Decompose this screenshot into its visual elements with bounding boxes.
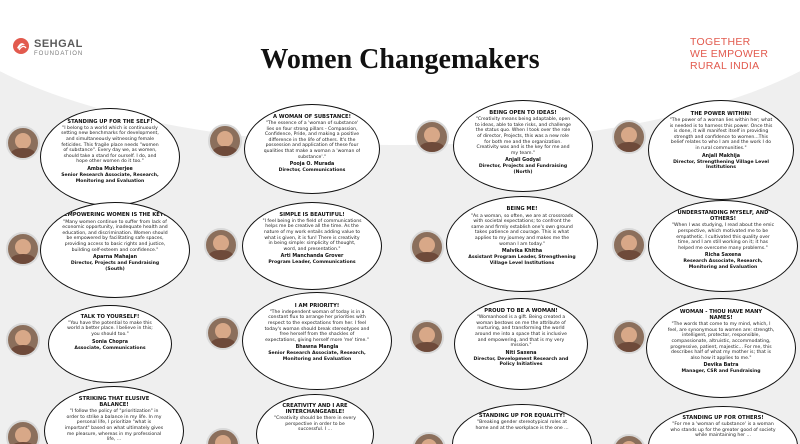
profile-photo (208, 124, 242, 158)
card-heading: WOMAN - THOU HAVE MANY NAMES! (679, 308, 763, 321)
quote-bubble (40, 202, 190, 298)
card-role: Director, Strengthening Village Level Institutions (673, 159, 769, 171)
card-heading: STANDING UP FOR OTHERS! (682, 414, 764, 421)
quote-bubble (40, 108, 180, 206)
card-quote: "For me a 'woman of substance' is a woman who stands up for the greater good of society while maintaining her ... (670, 422, 776, 439)
card-quote: "I follow the policy of "prioritization" in order to strike a balance in my life. In my personal life, I prioritize "what is important" based on what ultimately gives me pleasure, whereas in my professional life, ... (64, 409, 164, 443)
card-heading: A WOMAN OF SUBSTANCE! (273, 113, 351, 120)
card-role: Research Associate, Research, Monitoring and Evaluation (683, 259, 763, 270)
quote-bubble (244, 104, 380, 194)
card-heading: STANDING UP FOR THE SELF! (67, 118, 153, 125)
card-heading: TALK TO YOURSELF! (80, 313, 140, 320)
card-quote: "I belong to a world which is continuously setting new benchmarks for development, and simultaneously witnessing female feticides. This fragile place needs "women of substance". Every day we, as women, should take a stand for ourself. I do, and hope other women do it too." (61, 125, 159, 165)
card-role: Senior Research Associate, Research, Monitoring and Evaluation (268, 351, 366, 362)
tagline-line-1: TOGETHER (690, 36, 751, 48)
card-role: Director, Projects and Fundraising (North) (478, 164, 568, 175)
card-heading: UNDERSTANDING MYSELF, AND OTHERS! (677, 210, 769, 223)
card-quote: "Creativity means being adaptable, open to ideas, able to take risks, and challenge the status quo. When I took over the role of director, Projects, this was a new role for both me and the organization. Creativity was and is the key for me and my team." (475, 117, 571, 156)
profile-photo (204, 228, 238, 262)
card-name: Aparna Mahajan (92, 255, 138, 261)
card-heading: PROUD TO BE A WOMAN! (484, 308, 558, 314)
card-role: Associate, Communications (74, 345, 146, 351)
card-name: Anjali Godyal (505, 158, 541, 164)
quote-bubble (242, 202, 382, 290)
card-heading: THE POWER WITHIN! (690, 110, 752, 117)
card-name: Malvika Khitha (501, 249, 543, 255)
card-role: Director, Projects and Fundraising (South) (70, 261, 160, 272)
tagline-line-3: RURAL INDIA (690, 60, 760, 72)
card-role: Program Leader, Communications (268, 260, 356, 266)
card-role: Senior Research Associate, Research, Monitoring and Evaluation (61, 172, 159, 184)
profile-photo (206, 316, 240, 350)
profile-photo (415, 120, 449, 154)
card-name: Richa Saxena (704, 253, 742, 259)
card-role: Director, Development Research and Policy Initiatives (473, 356, 569, 368)
card-quote: "When I was studying, I read about the emic perspective, which motivated me to be empathetic. I cultivated this quality over time, and I am still working on it; it has helped me overcome many problems." (671, 223, 775, 251)
card-role: Assistant Program Leader, Strengthening Village Level Institutions (468, 255, 576, 266)
card-heading: STRIKING THAT ELUSIVE BALANCE! (78, 395, 150, 408)
card-name: Sonia Chopra (92, 339, 128, 345)
card-quote: "Many women continue to suffer from lack of economic opportunity, inadequate health and education, and discrimination. Women should be empowered by facilitating safe spaces, providing access to basic rights and justice, building self-esteem and confidence." (62, 219, 168, 253)
card-heading: EMPOWERING WOMEN IS THE KEY! (64, 212, 166, 219)
card-heading: BEING OPEN TO IDEAS! (489, 110, 557, 116)
card-name: Arti Manchanda Grover (280, 254, 344, 260)
card-heading: BEING ME! (506, 206, 538, 213)
brand-sub: FOUNDATION (34, 51, 84, 57)
quote-bubble (453, 100, 593, 192)
quote-bubble (454, 298, 588, 390)
quote-bubble (648, 200, 798, 292)
card-heading: CREATIVITY AND I ARE INTERCHANGEABLE! (282, 402, 348, 415)
card-role: Manager, CSR and Fundraising (681, 369, 761, 375)
profile-photo (612, 320, 646, 354)
quote-bubble (648, 100, 794, 200)
card-heading: I AM PRIORITY! (294, 302, 340, 309)
card-quote: "You have the potential to make this world a better place. I believe in this; you should too." (67, 320, 153, 337)
card-name: Niti Saxena (505, 350, 537, 356)
card-quote: "The essence of a 'woman of substance' lies on four strong pillars - Compassion, Confidence, Pride, and making a positive difference in the life of others. It's the possession and application of these four qualities that make a woman a 'woman of substance'." (263, 121, 361, 160)
card-quote: "The words that come to my mind, which, I feel, are synonymous to women are: strength, intelligent, protector, responsible, compassionate, altruistic, accommodating, progressive, patient, majestic... For me, this describes half of what my mother is; that is also how it applies to me." (667, 322, 775, 361)
card-quote: "Breaking gender stereotypical roles at home and at the workplace is the one ... (475, 420, 569, 431)
card-name: Devika Batra (703, 363, 739, 369)
profile-photo (6, 323, 40, 357)
quote-bubble (446, 196, 598, 292)
card-name: Amba Mukherjee (87, 166, 133, 172)
brand-name: SEHGAL (34, 38, 83, 50)
card-quote: "I feel being in the field of communications helps me be creative all the time. As the nature of my work entails adding value to what is given, it is fun! There is creativity in being simple: simplicity of thought, word, and presentation." (262, 218, 362, 252)
tagline-line-2: WE EMPOWER (690, 48, 769, 60)
card-quote: "Creativity should be there in every perspective in order to be successful. I ... (274, 416, 356, 433)
card-name: Bhawna Mangla (295, 345, 339, 351)
card-role: Director, Communications (278, 168, 346, 174)
profile-photo (612, 228, 646, 262)
quote-bubble (242, 292, 392, 390)
card-quote: "As a woman, so often, we are at crossroads with societal expectations; to confront the same and firmly establish one's own ground takes patience and courage. This is what applies to my journey and makes me the woman I am today." (470, 213, 574, 247)
card-quote: "Womanhood is a gift. Being created a woman bestows on me the attribute of nurturing, and transforming the world around me into a space that is inclusive and empowering, and that is my very mission." (475, 315, 567, 349)
profile-photo (410, 230, 444, 264)
page-title: Women Changemakers (260, 44, 540, 75)
card-quote: "The independent woman of today is in a constant flux to arrange her priorities with respect to the expectations from her. I feel today's woman should break stereotypes and free herself from the shackles of expectations, giving herself more 'me' time." (264, 309, 370, 343)
profile-photo (6, 232, 40, 266)
card-name: Pooja O. Murada (289, 162, 335, 168)
quote-bubble (646, 298, 796, 398)
quote-bubble (48, 305, 172, 383)
card-name: Anjali Makhija (701, 153, 741, 159)
card-heading: SIMPLE IS BEAUTIFUL! (279, 211, 345, 218)
card-heading: STANDING UP FOR EQUALITY! (478, 412, 566, 419)
profile-photo (6, 126, 40, 160)
profile-photo (410, 320, 444, 354)
profile-photo (612, 120, 646, 154)
card-quote: "The power of a woman lies within her; what is needed is to harness this power. Once this is done, it will manifest itself in providing strength and confidence to women...This belief relates to who I am and the work I do in rural communities." (669, 118, 773, 151)
